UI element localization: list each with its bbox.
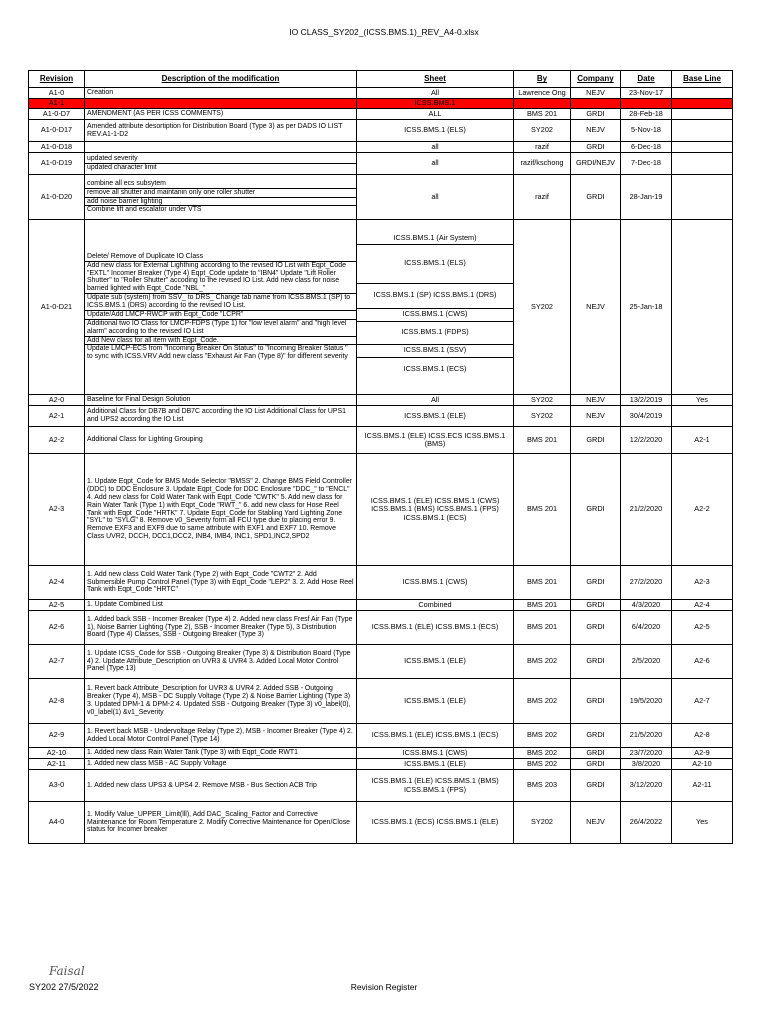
revision-cell: A4-0	[29, 802, 85, 844]
by-cell: BMS 202	[514, 679, 571, 724]
table-row	[29, 88, 733, 99]
description-cell: 1. Added new class Rain Water Tank (Type 3) with Eqpt_Code RWT1	[85, 748, 357, 759]
table-row	[29, 109, 733, 120]
sheet-line: ICSS.BMS.1 (SP) ICSS.BMS.1 (DRS)	[357, 284, 513, 309]
description-cell: AMENDMENT (AS PER ICSS COMMENTS)	[85, 109, 357, 120]
by-cell: razif	[514, 175, 571, 220]
revision-cell: A2-2	[29, 427, 85, 454]
by-cell: BMS 201	[514, 600, 571, 611]
revision-cell: A2-1	[29, 406, 85, 427]
revision-cell: A1-0-D18	[29, 142, 85, 153]
description-cell: Additional Class for Lighting Grouping	[85, 427, 357, 454]
revision-cell: A1-0	[29, 88, 85, 99]
company-cell: NEJV	[571, 395, 621, 406]
base-line-cell: A2-3	[672, 566, 733, 600]
description-cell	[85, 153, 357, 175]
table-row	[29, 600, 733, 611]
table-row	[29, 611, 733, 645]
company-cell: GRDI	[571, 566, 621, 600]
base-line-cell	[672, 142, 733, 153]
date-cell: 4/3/2020	[621, 600, 672, 611]
company-cell: GRDI	[571, 611, 621, 645]
company-cell: GRDI	[571, 142, 621, 153]
description-line: Delete/ Remove of Duplicate IO Class	[85, 253, 356, 262]
sheet-line: ICSS.BMS.1 (ECS)	[403, 364, 467, 374]
revision-cell: A1-0-D20	[29, 175, 85, 220]
description-line: Combine lift and escalator under VTS	[87, 206, 202, 214]
sheet-cell: ALL	[357, 109, 514, 120]
by-cell	[514, 99, 571, 109]
company-cell: GRDI	[571, 427, 621, 454]
table-row	[29, 220, 733, 395]
base-line-cell: A2-10	[672, 759, 733, 770]
date-cell: 28-Jan-19	[621, 175, 672, 220]
revision-register-table	[28, 70, 733, 844]
table-row	[29, 724, 733, 748]
by-cell: Lawrence Ong	[514, 88, 571, 99]
revision-cell: A1-0-D17	[29, 120, 85, 142]
table-row	[29, 759, 733, 770]
by-cell: BMS 201	[514, 427, 571, 454]
revision-cell: A2-11	[29, 759, 85, 770]
base-line-cell: A2-11	[672, 770, 733, 802]
by-cell: BMS 201	[514, 566, 571, 600]
table-row	[29, 120, 733, 142]
base-line-cell: A2-5	[672, 611, 733, 645]
company-cell: GRDI	[571, 748, 621, 759]
description-line: remove all shutter and maintanin only one roller shutter	[85, 189, 356, 198]
description-line: Add New class for all item with Eqpt_Code.	[85, 337, 356, 346]
base-line-cell: A2-8	[672, 724, 733, 748]
sheet-cell: ICSS.BMS.1 (ELE)	[357, 679, 514, 724]
by-cell: BMS 202	[514, 645, 571, 679]
table-row	[29, 153, 733, 175]
revision-cell: A2-5	[29, 600, 85, 611]
description-cell: Creation	[85, 88, 357, 99]
company-cell: GRDI	[571, 759, 621, 770]
description-line: add noise barrier lighting	[85, 198, 356, 207]
table-row	[29, 566, 733, 600]
by-cell: BMS 201	[514, 454, 571, 566]
footer-author-date: SY202 27/5/2022	[29, 982, 99, 992]
description-cell: 1. Added back SSB - Incomer Breaker (Type 4) 2. Added new class Fresf Air Fan (Type 1), Noise Barrier Lighting (Type 2), SSB - Incomer Breaker (Type 5), 3 Distribution Board (Type 4) Classes, SSB - Outgoing Breaker (Type 3)	[85, 611, 357, 645]
company-cell: GRDI	[571, 770, 621, 802]
description-line: combine all ecs subsytem	[85, 180, 356, 189]
sheet-cell: all	[357, 175, 514, 220]
header-base-line: Base Line	[672, 71, 733, 88]
sheet-cell: Combined	[357, 600, 514, 611]
table-row	[29, 406, 733, 427]
date-cell: 26/4/2022	[621, 802, 672, 844]
sheet-cell	[357, 220, 514, 395]
revision-cell: A2-10	[29, 748, 85, 759]
description-line: Additional two IO Class for LMCP-FDPS (Type 1) for "low level alarm" and "high level alarm" according to the revised IO List	[85, 320, 356, 337]
revision-cell: A2-0	[29, 395, 85, 406]
table-row	[29, 142, 733, 153]
revision-cell: A1-0-D21	[29, 220, 85, 395]
revision-cell: A2-9	[29, 724, 85, 748]
by-cell: BMS 201	[514, 109, 571, 120]
by-cell: BMS 202	[514, 759, 571, 770]
revision-cell: A1-0-D19	[29, 153, 85, 175]
revision-cell: A3-0	[29, 770, 85, 802]
sheet-cell: ICSS.BMS.1 (ELE) ICSS.BMS.1 (BMS) ICSS.BMS.1 (FPS)	[357, 770, 514, 802]
by-cell: SY202	[514, 406, 571, 427]
description-cell	[85, 175, 357, 220]
date-cell	[621, 99, 672, 109]
date-cell: 21/5/2020	[621, 724, 672, 748]
description-cell	[85, 220, 357, 395]
by-cell: BMS 202	[514, 724, 571, 748]
table-row	[29, 175, 733, 220]
date-cell: 2/5/2020	[621, 645, 672, 679]
date-cell: 19/5/2020	[621, 679, 672, 724]
footer-sheet-name: Revision Register	[350, 982, 418, 992]
sheet-line: ICSS.BMS.1 (ELS)	[357, 245, 513, 284]
header-row	[29, 71, 733, 88]
sheet-cell: ICSS.BMS.1 (ELE) ICSS.BMS.1 (CWS) ICSS.BMS.1 (BMS) ICSS.BMS.1 (FPS) ICSS.BMS.1 (ECS)	[357, 454, 514, 566]
table-row	[29, 802, 733, 844]
base-line-cell	[672, 406, 733, 427]
by-cell: BMS 201	[514, 611, 571, 645]
header-company: Company	[571, 71, 621, 88]
base-line-cell: A2-9	[672, 748, 733, 759]
company-cell: NEJV	[571, 802, 621, 844]
description-cell: 1. Update Combined List	[85, 600, 357, 611]
table-row	[29, 99, 733, 109]
date-cell: 30/4/2019	[621, 406, 672, 427]
company-cell: GRDI	[571, 600, 621, 611]
description-cell: 1. Revert back MSB - Undervoltage Relay (Type 2), MSB - Incomer Breaker (Type 4) 2. Added Local Motor Control Panel (Type 14)	[85, 724, 357, 748]
revision-cell: A2-8	[29, 679, 85, 724]
revision-cell: A2-3	[29, 454, 85, 566]
revision-cell: A2-7	[29, 645, 85, 679]
description-cell	[85, 99, 357, 109]
description-cell: Additional Class for DB7B and DB7C according the IO List Additional Class for UPS1 and UPS2 according the IO List	[85, 406, 357, 427]
table-row	[29, 427, 733, 454]
base-line-cell	[672, 153, 733, 175]
date-cell: 3/12/2020	[621, 770, 672, 802]
sheet-cell: all	[357, 153, 514, 175]
company-cell: NEJV	[571, 406, 621, 427]
description-cell: Amended attribute desortiption for Distribution Board (Type 3) as per DADS IO LIST REV.A1-1-D2	[85, 120, 357, 142]
description-cell: Baseline for Final Design Solution	[85, 395, 357, 406]
sheet-cell: ICSS.BMS.1 (CWS)	[357, 566, 514, 600]
company-cell: GRDI	[571, 454, 621, 566]
header-date: Date	[621, 71, 672, 88]
date-cell: 12/2/2020	[621, 427, 672, 454]
by-cell: razif	[514, 142, 571, 153]
by-cell: razif/kschong	[514, 153, 571, 175]
sheet-cell: All	[357, 395, 514, 406]
sheet-line: ICSS.BMS.1 (Air System)	[357, 233, 513, 245]
description-cell: 1. Add new class Cold Water Tank (Type 2) with Eqpt_Code "CWT2" 2. Add Submersible Pump Control Panel (Type 3) with Eqpt_Code "LEP2" 3. 2. Add Hose Reel Tank with Eqpt_Code "HRTC"	[85, 566, 357, 600]
sheet-cell: ICSS.BMS.1 (CWS)	[357, 748, 514, 759]
revision-cell: A2-6	[29, 611, 85, 645]
date-cell: 25-Jan-18	[621, 220, 672, 395]
base-line-cell	[672, 220, 733, 395]
signature: Faisal	[49, 964, 85, 978]
table-row	[29, 748, 733, 759]
date-cell: 6-Dec-18	[621, 142, 672, 153]
revision-cell: A1-0-D7	[29, 109, 85, 120]
base-line-cell	[672, 175, 733, 220]
table-row	[29, 679, 733, 724]
revision-cell: A1-1	[29, 99, 85, 109]
date-cell: 6/4/2020	[621, 611, 672, 645]
sheet-cell: ICSS.BMS.1 (ELE)	[357, 406, 514, 427]
sheet-cell: ICSS.BMS.1 (ELE)	[357, 645, 514, 679]
sheet-cell: ICSS.BMS.1 (ELE) ICSS.ECS ICSS.BMS.1 (BMS)	[357, 427, 514, 454]
header-by: By	[514, 71, 571, 88]
base-line-cell: A2-2	[672, 454, 733, 566]
document-title: IO CLASS_SY202_(ICSS.BMS.1)_REV_A4-0.xlsx	[289, 27, 479, 37]
base-line-cell	[672, 88, 733, 99]
by-cell: SY202	[514, 220, 571, 395]
company-cell: NEJV	[571, 220, 621, 395]
date-cell: 21/2/2020	[621, 454, 672, 566]
base-line-cell: A2-6	[672, 645, 733, 679]
date-cell: 5-Nov-18	[621, 120, 672, 142]
sheet-line: ICSS.BMS.1 (FDPS)	[357, 322, 513, 345]
date-cell: 23/7/2020	[621, 748, 672, 759]
date-cell: 7-Dec-18	[621, 153, 672, 175]
base-line-cell: A2-4	[672, 600, 733, 611]
company-cell: GRDI	[571, 679, 621, 724]
table-row	[29, 770, 733, 802]
description-line: Update LMCP-ECS from "Incoming Breaker On Status" to "Incoming Breaker Status " to sync with ICSS.VRV Add new class "Exhaust Air Fan (Type 8)" for different severity	[87, 345, 348, 361]
description-cell	[85, 142, 357, 153]
date-cell: 3/8/2020	[621, 759, 672, 770]
base-line-cell	[672, 120, 733, 142]
date-cell: 27/2/2020	[621, 566, 672, 600]
base-line-cell: A2-7	[672, 679, 733, 724]
company-cell: NEJV	[571, 88, 621, 99]
header-revision: Revision	[29, 71, 85, 88]
sheet-cell: ICSS.BMS.1 (ELE) ICSS.BMS.1 (ECS)	[357, 724, 514, 748]
company-cell: GRDI	[571, 645, 621, 679]
sheet-cell: ICSS.BMS.1 (ELE)	[357, 759, 514, 770]
base-line-cell: Yes	[672, 395, 733, 406]
description-cell: 1. Update ICSS_Code for SSB - Outgoing Breaker (Type 3) & Distribution Board (Type 4) 2. Update Attribute_Description on UVR3 & UVR4 3. Added Local Motor Control Panel (Type 13)	[85, 645, 357, 679]
company-cell: NEJV	[571, 120, 621, 142]
by-cell: SY202	[514, 120, 571, 142]
date-cell: 23-Nov-17	[621, 88, 672, 99]
sheet-cell: All	[357, 88, 514, 99]
company-cell: GRDI	[571, 724, 621, 748]
header-description: Description of the modification	[85, 71, 357, 88]
description-line: updated character limit	[87, 164, 157, 171]
sheet-cell: ICSS.BMS.1 (ELE) ICSS.BMS.1 (ECS)	[357, 611, 514, 645]
description-line: updated severity	[85, 155, 356, 164]
table-row	[29, 645, 733, 679]
description-cell: 1. Modify Value_UPPER_Limit(lll), Add DAC_Scaling_Factor and Corrective Maintenance for Room Temperature 2. Modify Corrective Maintenance for Open/Close status for Incomer breaker	[85, 802, 357, 844]
table-body	[29, 88, 733, 844]
sheet-cell: ICSS.BMS.1 (ELS)	[357, 120, 514, 142]
sheet-cell: all	[357, 142, 514, 153]
base-line-cell	[672, 109, 733, 120]
base-line-cell: Yes	[672, 802, 733, 844]
base-line-cell	[672, 99, 733, 109]
sheet-line: ICSS.BMS.1 (SSV)	[357, 345, 513, 358]
by-cell: BMS 202	[514, 748, 571, 759]
date-cell: 28-Feb-18	[621, 109, 672, 120]
company-cell: GRDI	[571, 175, 621, 220]
company-cell: GRDI	[571, 109, 621, 120]
description-line: Add new class for External Lighthing according to the revised IO List with Eqpt_Code "EXTL" Incomer Breaker (Type 4) Eqpt_Code update to "IBN4" Update "Lift Roller Shutter" to "Roller Shutter" accoding to the revised IO List. Add new class for noise barried lighted with Eqpt_Code "NBL_"	[85, 262, 356, 294]
by-cell: SY202	[514, 802, 571, 844]
by-cell: BMS 203	[514, 770, 571, 802]
company-cell	[571, 99, 621, 109]
table-row	[29, 395, 733, 406]
date-cell: 13/2/2019	[621, 395, 672, 406]
description-line: Update/Add LMCP-RWCP with Eqpt_Code "LCPR"	[85, 311, 356, 320]
description-cell: 1. Added new class MSB - AC Supply Voltage	[85, 759, 357, 770]
by-cell: SY202	[514, 395, 571, 406]
revision-cell: A2-4	[29, 566, 85, 600]
description-cell: 1. Revert back Attribute_Description for UVR3 & UVR4 2. Added SSB - Outgoing Breaker (Type 4), MSB - DC Supply Voltage (Type 2) & Noise Barrier Lighting (Type 3) 3. Updated DPM-1 & DPM-2 4. Updated SSB - Outgoing Breaker (Type 3) v0_label(0), v0_label(1) &v1_Severity	[85, 679, 357, 724]
header-sheet: Sheet	[357, 71, 514, 88]
description-line: Udpate sub (system) from SSV_ to DRS_ Change tab name from ICSS.BMS.1 (SP) to ICSS.BMS.1 (DRS) according to the revised IO List.	[85, 294, 356, 311]
sheet-line: ICSS.BMS.1 (CWS)	[357, 309, 513, 322]
sheet-cell: ICSS.BMS.1	[357, 99, 514, 109]
sheet-cell: ICSS.BMS.1 (ECS) ICSS.BMS.1 (ELE)	[357, 802, 514, 844]
base-line-cell: A2-1	[672, 427, 733, 454]
description-cell: 1. Added new class UPS3 & UPS4 2. Remove MSB - Bus Section ACB Trip	[85, 770, 357, 802]
description-cell: 1. Update Eqpt_Code for BMS Mode Selector "BMSS" 2. Change BMS Field Controller (DDC) to DDC Enclosure 3. Update Eqpt_Code for DDC Enclosure "DDC_" to "ENCL" 4. Add new class for Cold Water Tank with Eqpt_Code "CWTK" 5. Add new class for Rain Water Tank (Type 1) with Eqpt_Code "RWT_" 6. add new class for Hose Reel Tank with Eqpt_Code "HRTK" 7. Update Eqpt_Code for Stabling Yard Lighting Zone "SYL" to "SYLG" 8. Remove v0_Severity form all FCU type due to placing error 9. Remove EXF3 and EXF9 due to same attribute with EXF1 and EXF7 10. Remove Class UVR2, DCCH, DCC1,DCC2, INB4, IMB4, INC1, SPD1,INC2,SPD2	[85, 454, 357, 566]
table-row	[29, 454, 733, 566]
company-cell: GRDI/NEJV	[571, 153, 621, 175]
